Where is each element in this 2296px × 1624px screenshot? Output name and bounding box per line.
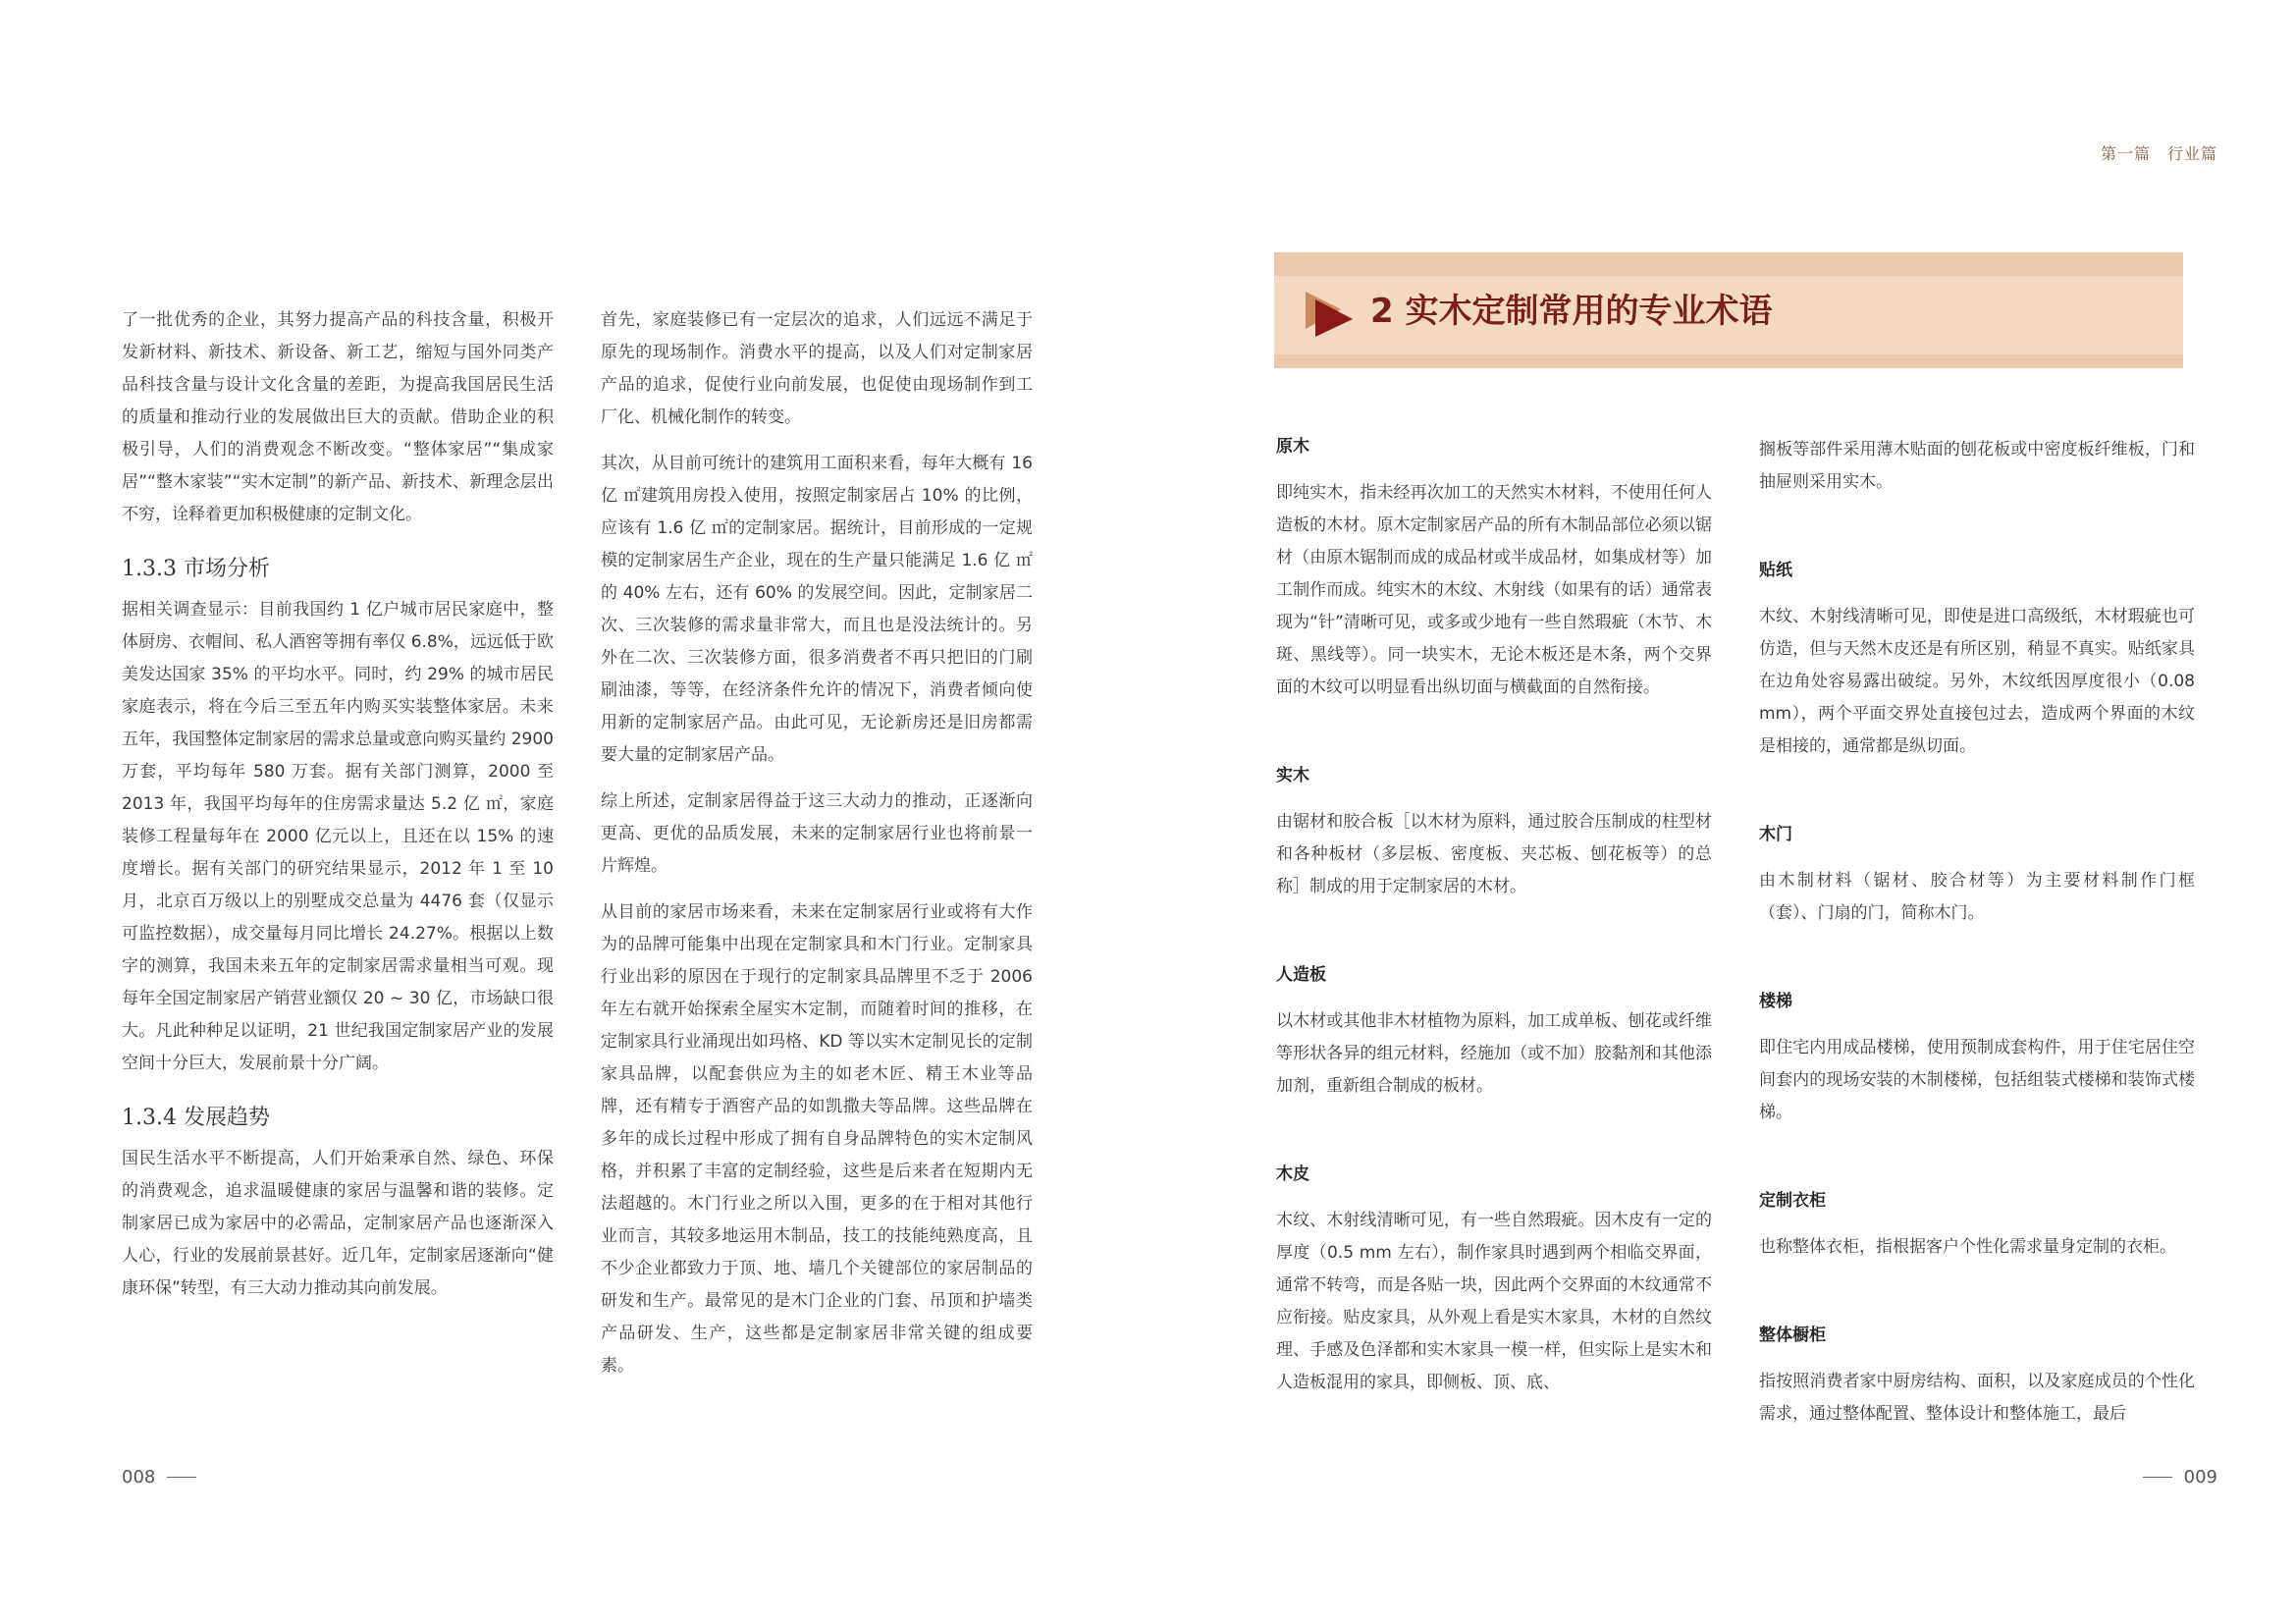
page-number-text: 009 [2183,1467,2217,1488]
left-column-2 [601,304,1033,1396]
terms-column-2 [1759,434,2195,1489]
term-title: 楼梯 [1759,992,1792,1011]
intro-paragraph: 了一批优秀的企业，其努力提高产品的科技含量，积极开发新材料、新技术、新设备、新工艺，缩短与国外同类产品科技含量与设计文化含量的差距，为提高我国居民生活的质量和推动行业的发展做出巨大的贡献。借助企业的积极引导，人们的消费观念不断改变。“整体家居”“集成家居”“整木家装”“实木定制”的新产品、新技术、新理念层出不穷，诠释着更加积极健康的定制文化。 [122,310,554,524]
term-definition: 即纯实木，指未经再次加工的天然实木材料，不使用任何人造板的木材。原木定制家居产品的所有木制品部位必须以锯材（由原木锯制而成的成品材或半成品材，如集成材等）加工制作而成。纯实木的木纹、木射线（如果有的话）通常表现为“针”清晰可见，或多或少地有一些自然瑕疵（木节、木斑、黑线等）。同一块实木，无论木板还是木条，两个交界面的木纹可以明显看出纵切面与横截面的自然衔接。 [1276,483,1712,697]
term-title: 木皮 [1276,1164,1309,1184]
terms-column-1 [1276,434,1712,1458]
paragraph-first: 首先，家庭装修已有一定层次的追求，人们远远不满足于原先的现场制作。消费水平的提高，以及人们对定制家居产品的追求，促使行业向前发展，也促使由现场制作到工厂化、机械化制作的转变。 [601,310,1033,427]
section-1-3-4-body: 国民生活水平不断提高，人们开始秉承自然、绿色、环保的消费观念，追求温暖健康的家居与温馨和谐的装修。定制家居已成为家居中的必需品，定制家居产品也逐渐深入人心，行业的发展前景甚好。近几年，定制家居逐渐向“健康环保”转型，有三大动力推动其向前发展。 [122,1149,554,1298]
paragraph-market: 从目前的家居市场来看，未来在定制家居行业或将有大作为的品牌可能集中出现在定制家具和木门行业。定制家具行业出彩的原因在于现行的定制家具品牌里不乏于 2006 年左右就开始探索全屋实木定制，而随着时间的推移，在定制家具行业涌现出如玛格、KD 等以实木定制见长的定制家具品牌，以配套供应为主的如老木匠、精王木业等品牌，还有精专于酒窖产品的如凯撒夫等品牌。这些品牌在多年的成长过程中形成了拥有自身品牌特色的实木定制风格，并积累了丰富的定制经验，这些是后来者在短期内无法超越的。木门行业之所以入围，更多的在于相对其他行业而言，其较多地运用木制品，技工的技能纯熟度高，且不少企业都致力于顶、地、墙几个关键部位的家居制品的研发和生产。最常见的是木门企业的门套、吊顶和护墙类产品研发、生产，这些都是定制家居非常关键的组成要素。 [601,902,1033,1376]
term-block-continued [1759,434,2195,499]
term-title: 整体橱柜 [1759,1326,1826,1345]
term-block [1759,558,2195,763]
term-definition: 由木制材料（锯材、胶合材等）为主要材料制作门框（套）、门扇的门，简称木门。 [1759,871,2195,923]
paragraph-second: 其次，从目前可统计的建筑用工面积来看，每年大概有 16 亿 ㎡建筑用房投入使用，按照定制家居占 10% 的比例，应该有 1.6 亿 ㎡的定制家居。据统计，目前形成的一定规模的定制家居生产企业，现在的生产量只能满足 1.6 亿 ㎡的 40% 左右，还有 60% 的发展空间。因此，定制家居二次、三次装修的需求量非常大，而且也是没法统计的。另外在二次、三次装修方面，很多消费者不再只把旧的门刷刷油漆，等等，在经济条件允许的情况下，消费者倾向使用新的定制家居产品。由此可见，无论新房还是旧房都需要大量的定制家居产品。 [601,454,1033,765]
term-block [1276,434,1712,704]
page-number-right [2143,1467,2217,1488]
term-title: 木门 [1759,825,1792,844]
term-block [1759,989,2195,1129]
section-banner [1274,252,2183,368]
right-page [1148,0,2296,1624]
page-number-text: 008 [122,1467,156,1488]
banner-bottom-band [1274,354,2183,368]
term-definition: 也称整体衣柜，指根据客户个性化需求量身定制的衣柜。 [1759,1237,2176,1257]
term-block [1276,1162,1712,1399]
term-title: 人造板 [1276,965,1326,985]
term-definition: 木纹、木射线清晰可见，即使是进口高级纸，木材瑕疵也可仿造，但与天然木皮还是有所区别，稍显不真实。贴纸家具在边角处容易露出破绽。另外，木纹纸因厚度很小（0.08 mm），两个平面交界处直接包过去，造成两个界面的木纹是相接的，通常都是纵切面。 [1759,607,2195,756]
running-header: 第一篇 行业篇 [2100,144,2217,163]
play-arrow-icon [1302,290,1357,339]
term-block [1759,1188,2195,1264]
term-definition: 指按照消费者家中厨房结构、面积，以及家庭成员的个性化需求，通过整体配置、整体设计和整体施工，最后 [1759,1372,2195,1424]
paragraph-summary: 综上所述，定制家居得益于这三大动力的推动，正逐渐向更高、更优的品质发展，未来的定制家居行业也将前景一片辉煌。 [601,791,1033,876]
term-block [1759,1323,2195,1431]
section-1-3-3-heading: 1.3.3 市场分析 [122,557,270,581]
left-column-1 [122,304,554,1319]
term-definition: 搁板等部件采用薄木贴面的刨花板或中密度板纤维板，门和抽屉则采用实木。 [1759,440,2195,492]
section-title: 2 实木定制常用的专业术语 [1370,292,1773,331]
page-number-left [122,1467,196,1488]
folio-rule [167,1477,196,1478]
term-definition: 木纹、木射线清晰可见，有一些自然瑕疵。因木皮有一定的厚度（0.5 mm 左右），制作家具时遇到两个相临交界面，通常不转弯，而是各贴一块，因此两个交界面的木纹通常不应衔接。贴皮家具，从外观上看是实木家具，木材的自然纹理、手感及色泽都和实木家具一模一样，但实际上是实木和人造板混用的家具，即侧板、顶、底、 [1276,1211,1712,1392]
term-block [1276,962,1712,1103]
term-title: 实木 [1276,766,1309,785]
section-1-3-4-heading: 1.3.4 发展趋势 [122,1106,270,1130]
term-definition: 以木材或其他非木材植物为原料，加工成单板、刨花或纤维等形状各异的组元材料，经施加（或不加）胶黏剂和其他添加剂，重新组合制成的板材。 [1276,1011,1712,1096]
term-definition: 由锯材和胶合板［以木材为原料，通过胶合压制成的柱型材和各种板材（多层板、密度板、夹芯板、刨花板等）的总称］制成的用于定制家居的木材。 [1276,812,1712,896]
banner-top-band [1274,252,2183,276]
term-title: 贴纸 [1759,561,1792,580]
folio-rule [2143,1477,2172,1478]
term-definition: 即住宅内用成品楼梯，使用预制成套构件，用于住宅居住空间套内的现场安装的木制楼梯，包括组装式楼梯和装饰式楼梯。 [1759,1038,2195,1122]
term-block [1276,763,1712,903]
term-title: 定制衣柜 [1759,1191,1826,1211]
term-title: 原木 [1276,437,1309,457]
term-block [1759,822,2195,930]
section-1-3-3-body: 据相关调查显示：目前我国约 1 亿户城市居民家庭中，整体厨房、衣帽间、私人酒窖等拥有率仅 6.8%，远远低于欧美发达国家 35% 的平均水平。同时，约 29% 的城市居民家庭表示，将在今后三至五年内购买实装整体家居。未来五年，我国整体定制家居的需求总量或意向购买量约 2900 万套，平均每年 580 万套。据有关部门测算，2000 至 2013 年，我国平均每年的住房需求量达 5.2 亿 ㎡，家庭装修工程量每年在 2000 亿元以上，且还在以 15% 的速度增长。据有关部门的研究结果显示，2012 年 1 至 10 月，北京百万级以上的别墅成交总量为 4476 套（仅显示可监控数据），成交量每月同比增长 24.27%。根据以上数字的测算，我国未来五年的定制家居需求量相当可观。现每年全国定制家居产销营业额仅 20 ~ 30 亿，市场缺口很大。凡此种种足以证明，21 世纪我国定制家居产业的发展空间十分巨大，发展前景十分广阔。 [122,600,554,1073]
